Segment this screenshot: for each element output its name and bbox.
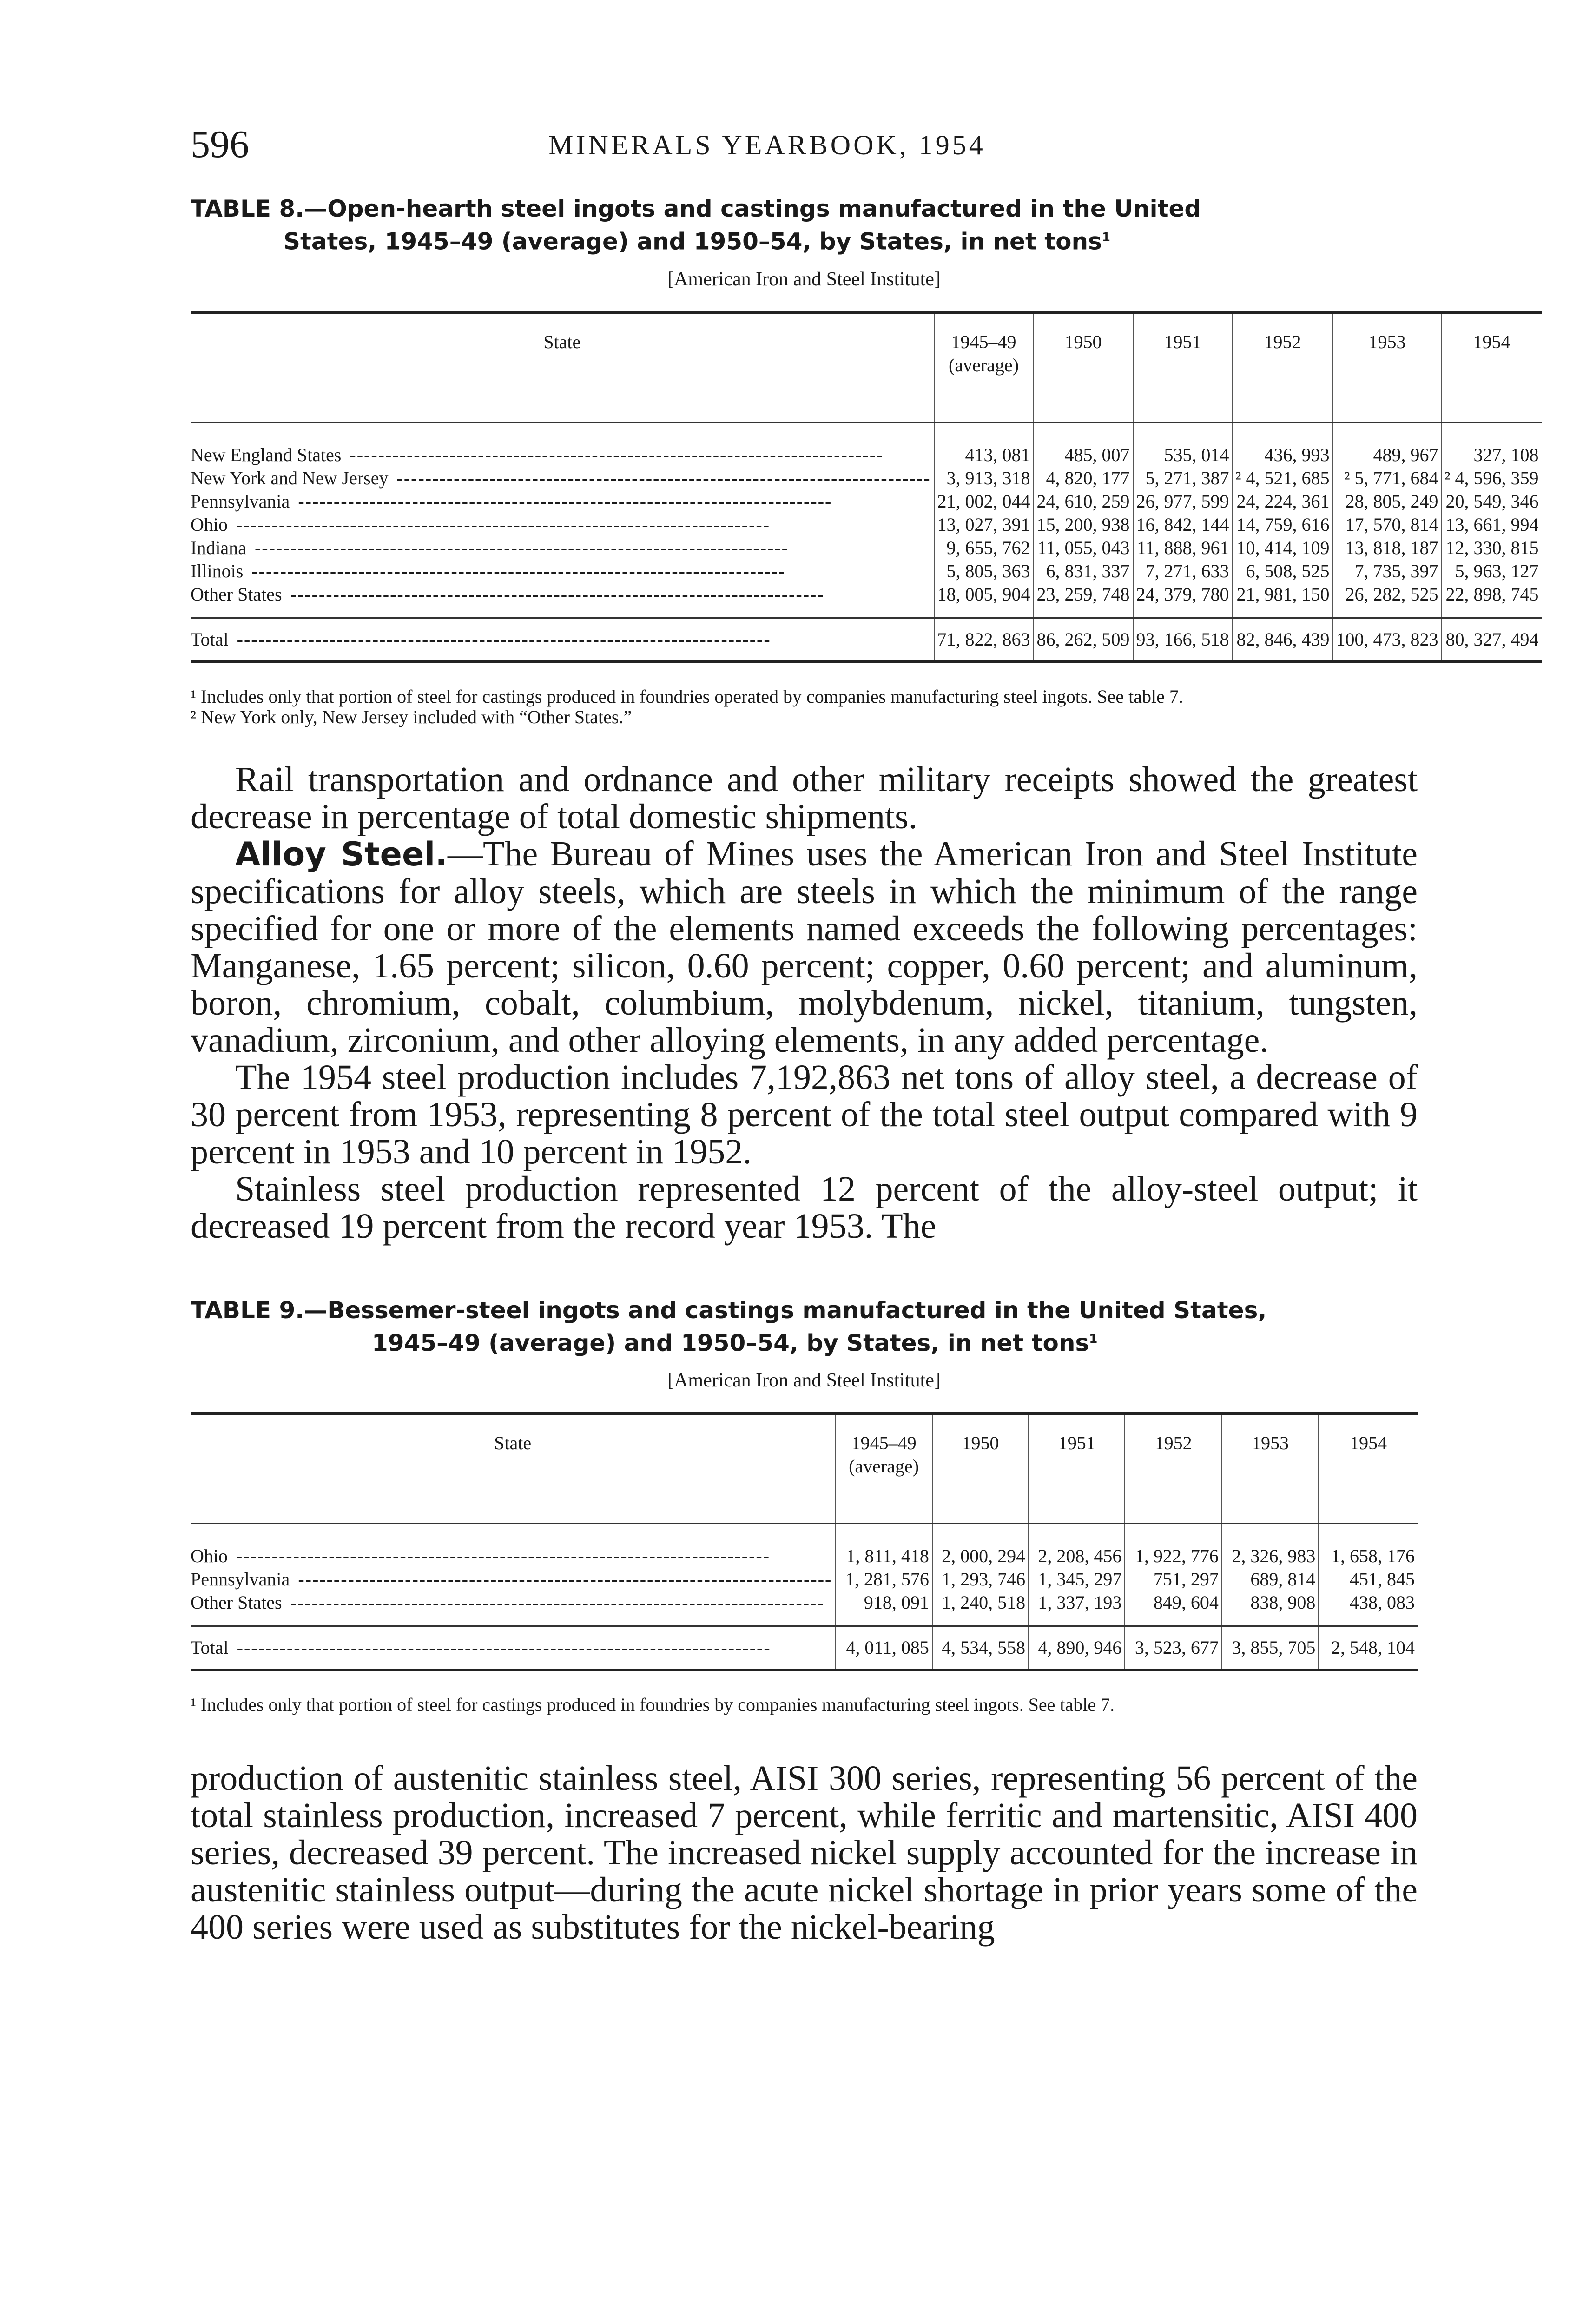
table8-col-1950: 1950 — [1034, 312, 1133, 423]
cell: 451, 845 — [1319, 1568, 1418, 1591]
cell: 1, 811, 418 — [835, 1524, 932, 1568]
cell: 4, 820, 177 — [1034, 467, 1133, 490]
table8-total-row — [191, 618, 1542, 662]
cell: 21, 981, 150 — [1233, 583, 1333, 618]
row-state: New York and New Jersey ----- — [191, 467, 934, 490]
table9-col-1953: 1953 — [1222, 1413, 1319, 1524]
cell: 93, 166, 518 — [1133, 618, 1233, 662]
cell: 24, 610, 259 — [1034, 490, 1133, 513]
body-text-2 — [191, 1760, 1418, 1946]
cell: 9, 655, 762 — [934, 536, 1034, 560]
table9-footnote-1: ¹ Includes only that portion of steel for castings produced in foundries by companies manufacturing steel ingots. See table 7. — [191, 1694, 1115, 1716]
table9-col-1954: 1954 — [1319, 1413, 1418, 1524]
paragraph: Alloy Steel.—The Bureau of Mines uses the American Iron and Steel Institute specifications for alloy steels, which are steels in which the minimum of the range specified for one or more of the elements named exceeds the following percentages: Manganese, 1.65 percent; silicon, 0.60 percent; copper, 0.60 percent; and aluminum, boron, chromium, cobalt, columbium, molybdenum, nickel, titanium, tungsten, vanadium, zirconium, and other alloying elements, in any added percentage. — [191, 834, 1418, 1060]
table9-caption-note: 1 — [1089, 1332, 1098, 1346]
cell: 22, 898, 745 — [1442, 583, 1542, 618]
cell: 4, 890, 946 — [1029, 1626, 1125, 1670]
table-row — [191, 513, 1542, 536]
cell: ² 4, 596, 359 — [1442, 467, 1542, 490]
table8-footnote-2: ² New York only, New Jersey included with “Other States.” — [191, 706, 632, 727]
paragraph: The 1954 steel production includes 7,192,863 net tons of alloy steel, a decrease of 30 percent from 1953, representing 8 percent of the total steel output compared with 9 percent in 1953 and 10 percent in 1952. — [191, 1057, 1418, 1171]
cell: 1, 337, 193 — [1029, 1591, 1125, 1626]
cell: 1, 281, 576 — [835, 1568, 932, 1591]
cell: 11, 888, 961 — [1133, 536, 1233, 560]
cell: 26, 282, 525 — [1333, 583, 1442, 618]
table8 — [191, 311, 1542, 663]
table8-col-state: State — [543, 331, 581, 352]
cell: 20, 549, 346 — [1442, 490, 1542, 513]
row-state: Other States ----- — [191, 1591, 835, 1626]
cell: 5, 805, 363 — [934, 560, 1034, 583]
row-state: Illinois ----- — [191, 560, 934, 583]
table9-col-1952: 1952 — [1125, 1413, 1222, 1524]
cell: 2, 000, 294 — [932, 1524, 1029, 1568]
table8-source: [American Iron and Steel Institute] — [667, 268, 941, 290]
cell: 21, 002, 044 — [934, 490, 1034, 513]
cell: 413, 081 — [934, 422, 1034, 467]
cell: 3, 913, 318 — [934, 467, 1034, 490]
cell: ² 5, 771, 684 — [1333, 467, 1442, 490]
total-label: Total ----- — [191, 618, 934, 662]
alloy-steel-heading: Alloy Steel. — [235, 835, 448, 873]
row-state: Other States ----- — [191, 583, 934, 618]
cell: 2, 548, 104 — [1319, 1626, 1418, 1670]
row-state: Ohio ----- — [191, 1524, 835, 1568]
cell: 4, 534, 558 — [932, 1626, 1029, 1670]
table9-col-state: State — [494, 1433, 532, 1454]
table8-col-1953: 1953 — [1333, 312, 1442, 423]
cell: 82, 846, 439 — [1233, 618, 1333, 662]
cell: 71, 822, 863 — [934, 618, 1034, 662]
cell: 17, 570, 814 — [1333, 513, 1442, 536]
cell: 436, 993 — [1233, 422, 1333, 467]
cell: 751, 297 — [1125, 1568, 1222, 1591]
total-label: Total ----- — [191, 1626, 835, 1670]
table9-col-avg: 1945–49 (average) — [835, 1413, 932, 1524]
table8-caption-line2: States, 1945–49 (average) and 1950–54, by States, in net tons — [284, 228, 1102, 255]
cell: 6, 831, 337 — [1034, 560, 1133, 583]
cell: 18, 005, 904 — [934, 583, 1034, 618]
cell: 5, 271, 387 — [1133, 467, 1233, 490]
table8-col-avg: 1945–49 (average) — [934, 312, 1034, 423]
page-number: 596 — [191, 123, 249, 166]
table9-source: [American Iron and Steel Institute] — [667, 1370, 941, 1392]
table-row — [191, 560, 1542, 583]
table8-col-1951: 1951 — [1133, 312, 1233, 423]
table8-label: TABLE 8. — [191, 195, 304, 222]
cell: 23, 259, 748 — [1034, 583, 1133, 618]
cell: 24, 379, 780 — [1133, 583, 1233, 618]
cell: 24, 224, 361 — [1233, 490, 1333, 513]
paragraph: Rail transportation and ordnance and other military receipts showed the greatest decrease in percentage of total domestic shipments. — [191, 759, 1418, 836]
table9-header-row — [191, 1413, 1418, 1524]
cell: 327, 108 — [1442, 422, 1542, 467]
cell: 489, 967 — [1333, 422, 1442, 467]
table-row — [191, 422, 1542, 467]
table9-caption — [191, 1296, 1418, 1358]
cell: 3, 855, 705 — [1222, 1626, 1319, 1670]
cell: 2, 326, 983 — [1222, 1524, 1319, 1568]
paragraph: Stainless steel production represented 12 percent of the alloy-steel output; it decreased 19 percent from the record year 1953. The — [191, 1169, 1418, 1246]
row-state: New England States ----- — [191, 422, 934, 467]
running-header — [191, 116, 1418, 172]
cell: 849, 604 — [1125, 1591, 1222, 1626]
table8-caption-line1: —Open-hearth steel ingots and castings manufactured in the United — [304, 195, 1201, 222]
cell: 535, 014 — [1133, 422, 1233, 467]
cell: 15, 200, 938 — [1034, 513, 1133, 536]
table8-caption-note: 1 — [1102, 231, 1110, 244]
cell: 80, 327, 494 — [1442, 618, 1542, 662]
cell: 1, 240, 518 — [932, 1591, 1029, 1626]
cell: 11, 055, 043 — [1034, 536, 1133, 560]
cell: 2, 208, 456 — [1029, 1524, 1125, 1568]
cell: 838, 908 — [1222, 1591, 1319, 1626]
page — [191, 116, 1539, 1947]
cell: 28, 805, 249 — [1333, 490, 1442, 513]
cell: 438, 083 — [1319, 1591, 1418, 1626]
table-row — [191, 1568, 1418, 1591]
table-row — [191, 1591, 1418, 1626]
table9-total-row — [191, 1626, 1418, 1670]
cell: 7, 271, 633 — [1133, 560, 1233, 583]
cell: 7, 735, 397 — [1333, 560, 1442, 583]
table-row — [191, 536, 1542, 560]
running-title: MINERALS YEARBOOK, 1954 — [548, 130, 986, 160]
table9 — [191, 1412, 1418, 1671]
cell: 485, 007 — [1034, 422, 1133, 467]
cell: 1, 658, 176 — [1319, 1524, 1418, 1568]
cell: 1, 922, 776 — [1125, 1524, 1222, 1568]
cell: 5, 963, 127 — [1442, 560, 1542, 583]
cell: 86, 262, 509 — [1034, 618, 1133, 662]
cell: 4, 011, 085 — [835, 1626, 932, 1670]
table8-footnote-1: ¹ Includes only that portion of steel for castings produced in foundries operated by companies manufacturing steel ingots. See table 7. — [191, 686, 1183, 707]
table9-caption-line2: 1945–49 (average) and 1950–54, by States, in net tons — [372, 1329, 1089, 1357]
cell: 13, 661, 994 — [1442, 513, 1542, 536]
table8-footnotes — [191, 687, 1418, 727]
table8-section — [191, 194, 1539, 727]
table8-header-row — [191, 312, 1542, 423]
cell: 13, 027, 391 — [934, 513, 1034, 536]
paragraph: production of austenitic stainless steel, AISI 300 series, representing 56 percent of the total stainless production, increased 7 percent, while ferritic and martensitic, AISI 400 series, decreased 39 percent. The increased nickel supply accounted for the increase in austenitic stainless output—during the acute nickel shortage in prior years some of the 400 series were used as substitutes for the nickel-bearing — [191, 1759, 1418, 1947]
cell: 6, 508, 525 — [1233, 560, 1333, 583]
cell: 1, 345, 297 — [1029, 1568, 1125, 1591]
table-row — [191, 490, 1542, 513]
table8-col-1954: 1954 — [1442, 312, 1542, 423]
table9-label: TABLE 9. — [191, 1296, 304, 1324]
table8-col-1952: 1952 — [1233, 312, 1333, 423]
row-state: Pennsylvania ----- — [191, 490, 934, 513]
cell: 3, 523, 677 — [1125, 1626, 1222, 1670]
cell: 14, 759, 616 — [1233, 513, 1333, 536]
cell: 16, 842, 144 — [1133, 513, 1233, 536]
table9-col-1951: 1951 — [1029, 1413, 1125, 1524]
table-row — [191, 1524, 1418, 1568]
table-row — [191, 583, 1542, 618]
cell: 1, 293, 746 — [932, 1568, 1029, 1591]
cell: 12, 330, 815 — [1442, 536, 1542, 560]
cell: 13, 818, 187 — [1333, 536, 1442, 560]
table9-footnotes — [191, 1695, 1418, 1715]
row-state: Ohio ----- — [191, 513, 934, 536]
cell: 26, 977, 599 — [1133, 490, 1233, 513]
cell: 918, 091 — [835, 1591, 932, 1626]
cell: 100, 473, 823 — [1333, 618, 1442, 662]
table9-section — [191, 1296, 1418, 1716]
cell: ² 4, 521, 685 — [1233, 467, 1333, 490]
table-row — [191, 467, 1542, 490]
row-state: Indiana ----- — [191, 536, 934, 560]
table8-caption — [191, 194, 1418, 256]
cell: 689, 814 — [1222, 1568, 1319, 1591]
cell: 10, 414, 109 — [1233, 536, 1333, 560]
table9-col-1950: 1950 — [932, 1413, 1029, 1524]
table9-caption-line1: —Bessemer-steel ingots and castings manufactured in the United States, — [304, 1296, 1267, 1324]
row-state: Pennsylvania ----- — [191, 1568, 835, 1591]
body-text-1 — [191, 761, 1418, 1245]
